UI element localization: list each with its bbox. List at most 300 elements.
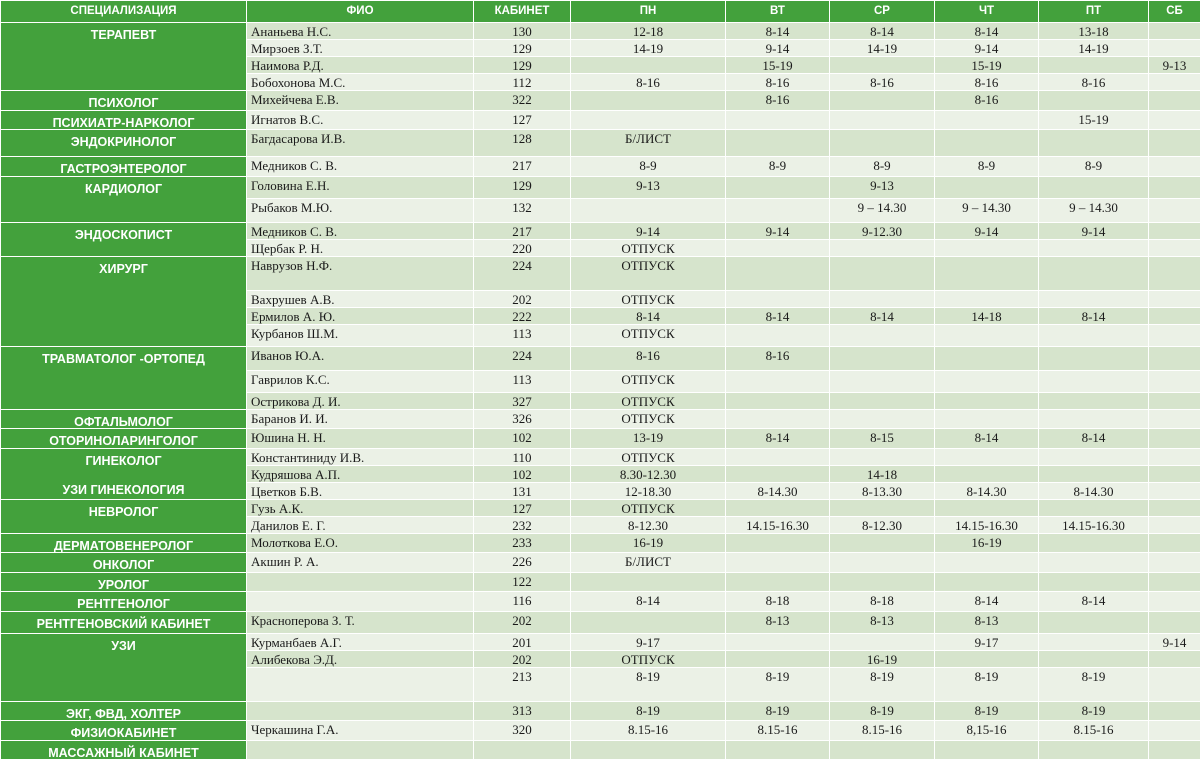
specialization-cell xyxy=(1,533,247,553)
hours-cell-sat xyxy=(1149,40,1200,57)
hours-cell-sat xyxy=(1149,370,1200,392)
hours-cell-mon xyxy=(571,740,726,760)
hours-cell-wed: 8-13.30 xyxy=(830,482,935,499)
specialization-cell xyxy=(1,721,247,741)
hours-cell-thu: 9 – 14.30 xyxy=(935,198,1039,222)
hours-cell-thu: 9-14 xyxy=(935,40,1039,57)
room-cell: 128 xyxy=(474,130,571,157)
hours-cell-fri: 8-16 xyxy=(1039,74,1149,91)
hours-cell-mon: 8-9 xyxy=(571,157,726,177)
hours-cell-mon xyxy=(571,57,726,74)
hours-cell-tue xyxy=(726,370,830,392)
specialization-label: ГАСТРОЭНТЕРОЛОГ xyxy=(4,163,243,176)
table-row xyxy=(1,429,1200,449)
hours-cell-mon: 9-13 xyxy=(571,176,726,198)
hours-cell-thu: 16-19 xyxy=(935,533,1039,553)
hours-cell-mon: 9-14 xyxy=(571,222,726,239)
table-row xyxy=(1,572,1200,592)
hours-cell-wed: 16-19 xyxy=(830,650,935,667)
hours-cell-tue xyxy=(726,533,830,553)
hours-cell-thu: 14-18 xyxy=(935,307,1039,324)
hours-cell-sat xyxy=(1149,91,1200,111)
room-cell: 102 xyxy=(474,465,571,482)
hours-cell-tue xyxy=(726,290,830,307)
hours-cell-sat xyxy=(1149,290,1200,307)
hours-cell-fri xyxy=(1039,633,1149,650)
room-cell: 326 xyxy=(474,409,571,429)
hours-cell-sat xyxy=(1149,499,1200,516)
hours-cell-mon: ОТПУСК xyxy=(571,239,726,256)
col-header-monday: ПН xyxy=(571,1,726,23)
hours-cell-sat xyxy=(1149,650,1200,667)
room-cell: 113 xyxy=(474,370,571,392)
hours-cell-wed xyxy=(830,57,935,74)
hours-cell-sat xyxy=(1149,592,1200,612)
hours-cell-thu xyxy=(935,324,1039,346)
room-cell: 113 xyxy=(474,324,571,346)
hours-cell-fri: 8-14.30 xyxy=(1039,482,1149,499)
specialization-cell xyxy=(1,701,247,721)
doctor-name-cell: Курбанов Ш.М. xyxy=(247,324,474,346)
hours-cell-sat xyxy=(1149,23,1200,40)
room-cell: 327 xyxy=(474,392,571,409)
hours-cell-sat xyxy=(1149,701,1200,721)
hours-cell-tue: 8-18 xyxy=(726,592,830,612)
hours-cell-fri: 14.15-16.30 xyxy=(1039,516,1149,533)
hours-cell-wed xyxy=(830,290,935,307)
room-cell: 320 xyxy=(474,721,571,741)
hours-cell-mon: 14-19 xyxy=(571,40,726,57)
hours-cell-wed xyxy=(830,91,935,111)
hours-cell-thu: 8-19 xyxy=(935,701,1039,721)
hours-cell-sat xyxy=(1149,482,1200,499)
hours-cell-wed xyxy=(830,533,935,553)
hours-cell-tue: 8-14 xyxy=(726,23,830,40)
table-row xyxy=(1,130,1200,157)
hours-cell-thu: 14.15-16.30 xyxy=(935,516,1039,533)
hours-cell-sat xyxy=(1149,130,1200,157)
hours-cell-fri xyxy=(1039,533,1149,553)
room-cell: 202 xyxy=(474,611,571,633)
doctor-name-cell: Цветков Б.В. xyxy=(247,482,474,499)
room-cell: 110 xyxy=(474,448,571,465)
hours-cell-tue xyxy=(726,256,830,290)
hours-cell-mon: 8-14 xyxy=(571,307,726,324)
hours-cell-sat xyxy=(1149,409,1200,429)
hours-cell-mon: 8-14 xyxy=(571,592,726,612)
hours-cell-wed xyxy=(830,324,935,346)
hours-cell-tue: 9-14 xyxy=(726,40,830,57)
room-cell: 102 xyxy=(474,429,571,449)
hours-cell-wed xyxy=(830,499,935,516)
table-row xyxy=(1,611,1200,633)
specialization-label: ТРАВМАТОЛОГ -ОРТОПЕД xyxy=(4,353,243,366)
doctor-name-cell: Бобохонова М.С. xyxy=(247,74,474,91)
hours-cell-tue: 9-14 xyxy=(726,222,830,239)
specialization-cell xyxy=(1,740,247,760)
table-row xyxy=(1,222,1200,239)
table-row xyxy=(1,633,1200,650)
hours-cell-sat xyxy=(1149,110,1200,130)
hours-cell-mon: 8-16 xyxy=(571,74,726,91)
doctor-name-cell xyxy=(247,740,474,760)
table-row xyxy=(1,91,1200,111)
hours-cell-mon: ОТПУСК xyxy=(571,370,726,392)
col-header-friday: ПТ xyxy=(1039,1,1149,23)
hours-cell-sat: 9-13 xyxy=(1149,57,1200,74)
hours-cell-thu xyxy=(935,239,1039,256)
hours-cell-fri xyxy=(1039,392,1149,409)
hours-cell-fri xyxy=(1039,239,1149,256)
hours-cell-tue: 15-19 xyxy=(726,57,830,74)
hours-cell-fri xyxy=(1039,130,1149,157)
specialization-label: ЭНДОКРИНОЛОГ xyxy=(4,136,243,149)
room-cell: 224 xyxy=(474,346,571,370)
specialization-cell xyxy=(1,256,247,346)
hours-cell-thu xyxy=(935,370,1039,392)
hours-cell-thu: 8-14 xyxy=(935,429,1039,449)
hours-cell-sat xyxy=(1149,157,1200,177)
specialization-cell xyxy=(1,572,247,592)
doctor-name-cell xyxy=(247,667,474,701)
room-cell: 129 xyxy=(474,176,571,198)
hours-cell-wed xyxy=(830,110,935,130)
room-cell: 232 xyxy=(474,516,571,533)
doctor-name-cell: Молоткова Е.О. xyxy=(247,533,474,553)
room-cell: 201 xyxy=(474,633,571,650)
specialization-label: ФИЗИОКАБИНЕТ xyxy=(4,727,243,740)
doctor-name-cell: Гузь А.К. xyxy=(247,499,474,516)
hours-cell-wed: 8-9 xyxy=(830,157,935,177)
doctor-name-cell: Константиниду И.В. xyxy=(247,448,474,465)
specialization-cell xyxy=(1,499,247,533)
hours-cell-mon: ОТПУСК xyxy=(571,448,726,465)
hours-cell-tue: 8-16 xyxy=(726,346,830,370)
hours-cell-tue: 8-16 xyxy=(726,74,830,91)
hours-cell-tue: 8-19 xyxy=(726,667,830,701)
hours-cell-wed: 8-12.30 xyxy=(830,516,935,533)
table-row xyxy=(1,553,1200,573)
hours-cell-mon: 8-16 xyxy=(571,346,726,370)
hours-cell-thu: 9-14 xyxy=(935,222,1039,239)
hours-cell-fri xyxy=(1039,324,1149,346)
doctor-name-cell: Игнатов В.С. xyxy=(247,110,474,130)
hours-cell-tue: 8-9 xyxy=(726,157,830,177)
hours-cell-thu xyxy=(935,448,1039,465)
hours-cell-wed: 8-16 xyxy=(830,74,935,91)
room-cell: 132 xyxy=(474,198,571,222)
specialization-cell xyxy=(1,110,247,130)
room-cell: 129 xyxy=(474,40,571,57)
specialization-label: НЕВРОЛОГ xyxy=(4,506,243,519)
hours-cell-fri: 8-14 xyxy=(1039,307,1149,324)
room-cell: 127 xyxy=(474,499,571,516)
hours-cell-thu: 8-9 xyxy=(935,157,1039,177)
schedule-body xyxy=(1,23,1200,760)
col-header-fio: ФИО xyxy=(247,1,474,23)
specialization-label: ПСИХИАТР-НАРКОЛОГ xyxy=(4,117,243,130)
hours-cell-mon: Б/ЛИСТ xyxy=(571,553,726,573)
hours-cell-thu xyxy=(935,465,1039,482)
hours-cell-wed: 9-12.30 xyxy=(830,222,935,239)
doctor-name-cell: Головина Е.Н. xyxy=(247,176,474,198)
table-row xyxy=(1,346,1200,370)
hours-cell-wed: 8-14 xyxy=(830,23,935,40)
hours-cell-mon: 12-18.30 xyxy=(571,482,726,499)
doctor-name-cell: Иванов Ю.А. xyxy=(247,346,474,370)
hours-cell-fri xyxy=(1039,650,1149,667)
room-cell: 130 xyxy=(474,23,571,40)
table-row xyxy=(1,499,1200,516)
hours-cell-thu xyxy=(935,346,1039,370)
hours-cell-mon xyxy=(571,91,726,111)
hours-cell-mon: ОТПУСК xyxy=(571,324,726,346)
hours-cell-wed: 8-19 xyxy=(830,701,935,721)
hours-cell-fri xyxy=(1039,499,1149,516)
doctor-name-cell: Гаврилов К.С. xyxy=(247,370,474,392)
hours-cell-fri xyxy=(1039,740,1149,760)
specialization-label: ПСИХОЛОГ xyxy=(4,97,243,110)
hours-cell-thu xyxy=(935,409,1039,429)
hours-cell-thu xyxy=(935,740,1039,760)
hours-cell-tue: 14.15-16.30 xyxy=(726,516,830,533)
specialization-label: УРОЛОГ xyxy=(4,579,243,592)
hours-cell-mon: 16-19 xyxy=(571,533,726,553)
hours-cell-sat xyxy=(1149,572,1200,592)
specialization-cell xyxy=(1,429,247,449)
header-row xyxy=(1,1,1200,23)
hours-cell-thu xyxy=(935,572,1039,592)
room-cell: 202 xyxy=(474,650,571,667)
hours-cell-sat xyxy=(1149,740,1200,760)
hours-cell-wed xyxy=(830,409,935,429)
specialization-cell xyxy=(1,592,247,612)
hours-cell-wed: 8-19 xyxy=(830,667,935,701)
hours-cell-wed: 9 – 14.30 xyxy=(830,198,935,222)
hours-cell-tue xyxy=(726,633,830,650)
table-row xyxy=(1,176,1200,198)
hours-cell-fri xyxy=(1039,290,1149,307)
hours-cell-mon: ОТПУСК xyxy=(571,256,726,290)
hours-cell-sat xyxy=(1149,516,1200,533)
hours-cell-fri xyxy=(1039,370,1149,392)
hours-cell-thu: 9-17 xyxy=(935,633,1039,650)
hours-cell-wed xyxy=(830,740,935,760)
hours-cell-tue xyxy=(726,740,830,760)
hours-cell-wed xyxy=(830,346,935,370)
hours-cell-mon xyxy=(571,110,726,130)
hours-cell-mon: 8-19 xyxy=(571,667,726,701)
hours-cell-wed xyxy=(830,633,935,650)
hours-cell-sat xyxy=(1149,429,1200,449)
hours-cell-tue: 8-14.30 xyxy=(726,482,830,499)
hours-cell-sat xyxy=(1149,346,1200,370)
specialization-cell xyxy=(1,222,247,256)
specialization-label: ОФТАЛЬМОЛОГ xyxy=(4,416,243,429)
hours-cell-mon: 8-19 xyxy=(571,701,726,721)
hours-cell-tue xyxy=(726,176,830,198)
hours-cell-wed xyxy=(830,572,935,592)
hours-cell-wed xyxy=(830,370,935,392)
hours-cell-tue xyxy=(726,392,830,409)
doctor-name-cell: Рыбаков М.Ю. xyxy=(247,198,474,222)
hours-cell-wed: 14-19 xyxy=(830,40,935,57)
specialization-label: УЗИ ГИНЕКОЛОГИЯ xyxy=(4,484,243,497)
hours-cell-sat xyxy=(1149,324,1200,346)
doctor-name-cell: Курманбаев А.Г. xyxy=(247,633,474,650)
room-cell: 116 xyxy=(474,592,571,612)
hours-cell-tue: 8-13 xyxy=(726,611,830,633)
hours-cell-fri: 8-9 xyxy=(1039,157,1149,177)
hours-cell-tue xyxy=(726,650,830,667)
specialization-label: ГИНЕКОЛОГ xyxy=(4,455,243,468)
hours-cell-thu xyxy=(935,130,1039,157)
hours-cell-tue: 8-14 xyxy=(726,429,830,449)
room-cell: 122 xyxy=(474,572,571,592)
room-cell: 129 xyxy=(474,57,571,74)
doctor-name-cell: Алибекова Э.Д. xyxy=(247,650,474,667)
hours-cell-thu: 15-19 xyxy=(935,57,1039,74)
doctor-name-cell: Акшин Р. А. xyxy=(247,553,474,573)
doctor-name-cell: Данилов Е. Г. xyxy=(247,516,474,533)
doctor-name-cell: Ананьева Н.С. xyxy=(247,23,474,40)
room-cell: 131 xyxy=(474,482,571,499)
hours-cell-fri xyxy=(1039,409,1149,429)
hours-cell-fri: 14-19 xyxy=(1039,40,1149,57)
doctor-name-cell: Мирзоев З.Т. xyxy=(247,40,474,57)
hours-cell-thu: 8-16 xyxy=(935,91,1039,111)
doctor-name-cell: Баранов И. И. xyxy=(247,409,474,429)
specialization-cell xyxy=(1,633,247,701)
table-row xyxy=(1,157,1200,177)
hours-cell-mon: ОТПУСК xyxy=(571,392,726,409)
table-row xyxy=(1,701,1200,721)
specialization-label: ОНКОЛОГ xyxy=(4,559,243,572)
hours-cell-wed: 8.15-16 xyxy=(830,721,935,741)
hours-cell-fri xyxy=(1039,553,1149,573)
hours-cell-fri: 13-18 xyxy=(1039,23,1149,40)
specialization-cell xyxy=(1,409,247,429)
specialization-label: ЭКГ, ФВД, ХОЛТЕР xyxy=(4,708,243,721)
hours-cell-fri xyxy=(1039,448,1149,465)
room-cell: 224 xyxy=(474,256,571,290)
room-cell: 217 xyxy=(474,222,571,239)
table-row xyxy=(1,592,1200,612)
table-row xyxy=(1,740,1200,760)
hours-cell-thu xyxy=(935,176,1039,198)
room-cell: 217 xyxy=(474,157,571,177)
hours-cell-wed: 8-13 xyxy=(830,611,935,633)
doctor-name-cell: Медников С. В. xyxy=(247,157,474,177)
doctor-name-cell xyxy=(247,701,474,721)
hours-cell-fri: 9-14 xyxy=(1039,222,1149,239)
table-row xyxy=(1,23,1200,40)
hours-cell-mon: 8-12.30 xyxy=(571,516,726,533)
col-header-saturday: СБ xyxy=(1149,1,1200,23)
hours-cell-thu: 8-14 xyxy=(935,592,1039,612)
hours-cell-fri xyxy=(1039,465,1149,482)
hours-cell-wed: 8-18 xyxy=(830,592,935,612)
specialization-cell xyxy=(1,176,247,222)
hours-cell-mon: 13-19 xyxy=(571,429,726,449)
specialization-cell xyxy=(1,130,247,157)
hours-cell-sat xyxy=(1149,611,1200,633)
hours-cell-sat xyxy=(1149,533,1200,553)
specialization-cell xyxy=(1,448,247,499)
specialization-label: ЭНДОСКОПИСТ xyxy=(4,229,243,242)
hours-cell-mon: ОТПУСК xyxy=(571,499,726,516)
hours-cell-thu xyxy=(935,650,1039,667)
hours-cell-tue xyxy=(726,198,830,222)
hours-cell-sat xyxy=(1149,667,1200,701)
doctor-name-cell: Михейчева Е.В. xyxy=(247,91,474,111)
hours-cell-tue xyxy=(726,499,830,516)
hours-cell-tue xyxy=(726,409,830,429)
hours-cell-wed: 8-14 xyxy=(830,307,935,324)
hours-cell-thu xyxy=(935,499,1039,516)
hours-cell-tue xyxy=(726,110,830,130)
hours-cell-wed: 8-15 xyxy=(830,429,935,449)
hours-cell-wed xyxy=(830,256,935,290)
hours-cell-tue xyxy=(726,324,830,346)
doctor-name-cell: Наврузов Н.Ф. xyxy=(247,256,474,290)
doctor-name-cell: Острикова Д. И. xyxy=(247,392,474,409)
col-header-wednesday: СР xyxy=(830,1,935,23)
doctor-name-cell xyxy=(247,572,474,592)
hours-cell-mon xyxy=(571,611,726,633)
hours-cell-sat xyxy=(1149,307,1200,324)
hours-cell-thu xyxy=(935,256,1039,290)
hours-cell-mon: 9-17 xyxy=(571,633,726,650)
hours-cell-thu: 8-16 xyxy=(935,74,1039,91)
doctor-name-cell: Щербак Р. Н. xyxy=(247,239,474,256)
hours-cell-mon: Б/ЛИСТ xyxy=(571,130,726,157)
hours-cell-thu: 8-13 xyxy=(935,611,1039,633)
table-row xyxy=(1,110,1200,130)
hours-cell-thu: 8,15-16 xyxy=(935,721,1039,741)
hours-cell-thu: 8-19 xyxy=(935,667,1039,701)
table-row xyxy=(1,256,1200,290)
hours-cell-fri xyxy=(1039,572,1149,592)
hours-cell-fri: 15-19 xyxy=(1039,110,1149,130)
hours-cell-thu: 8-14.30 xyxy=(935,482,1039,499)
hours-cell-wed: 9-13 xyxy=(830,176,935,198)
hours-cell-mon: ОТПУСК xyxy=(571,290,726,307)
room-cell: 127 xyxy=(474,110,571,130)
hours-cell-fri: 8-14 xyxy=(1039,429,1149,449)
hours-cell-fri: 9 – 14.30 xyxy=(1039,198,1149,222)
hours-cell-tue: 8-14 xyxy=(726,307,830,324)
hours-cell-tue: 8-16 xyxy=(726,91,830,111)
doctor-name-cell: Черкашина Г.А. xyxy=(247,721,474,741)
hours-cell-mon: 8.15-16 xyxy=(571,721,726,741)
hours-cell-fri: 8-14 xyxy=(1039,592,1149,612)
hours-cell-tue xyxy=(726,553,830,573)
hours-cell-wed: 14-18 xyxy=(830,465,935,482)
hours-cell-wed xyxy=(830,392,935,409)
table-row xyxy=(1,409,1200,429)
hours-cell-fri: 8-19 xyxy=(1039,667,1149,701)
hours-cell-sat xyxy=(1149,198,1200,222)
specialization-label: ТЕРАПЕВТ xyxy=(4,29,243,42)
hours-cell-thu xyxy=(935,392,1039,409)
specialization-cell xyxy=(1,91,247,111)
doctor-name-cell: Красноперова З. Т. xyxy=(247,611,474,633)
hours-cell-tue xyxy=(726,465,830,482)
hours-cell-tue xyxy=(726,130,830,157)
room-cell: 313 xyxy=(474,701,571,721)
hours-cell-sat xyxy=(1149,392,1200,409)
